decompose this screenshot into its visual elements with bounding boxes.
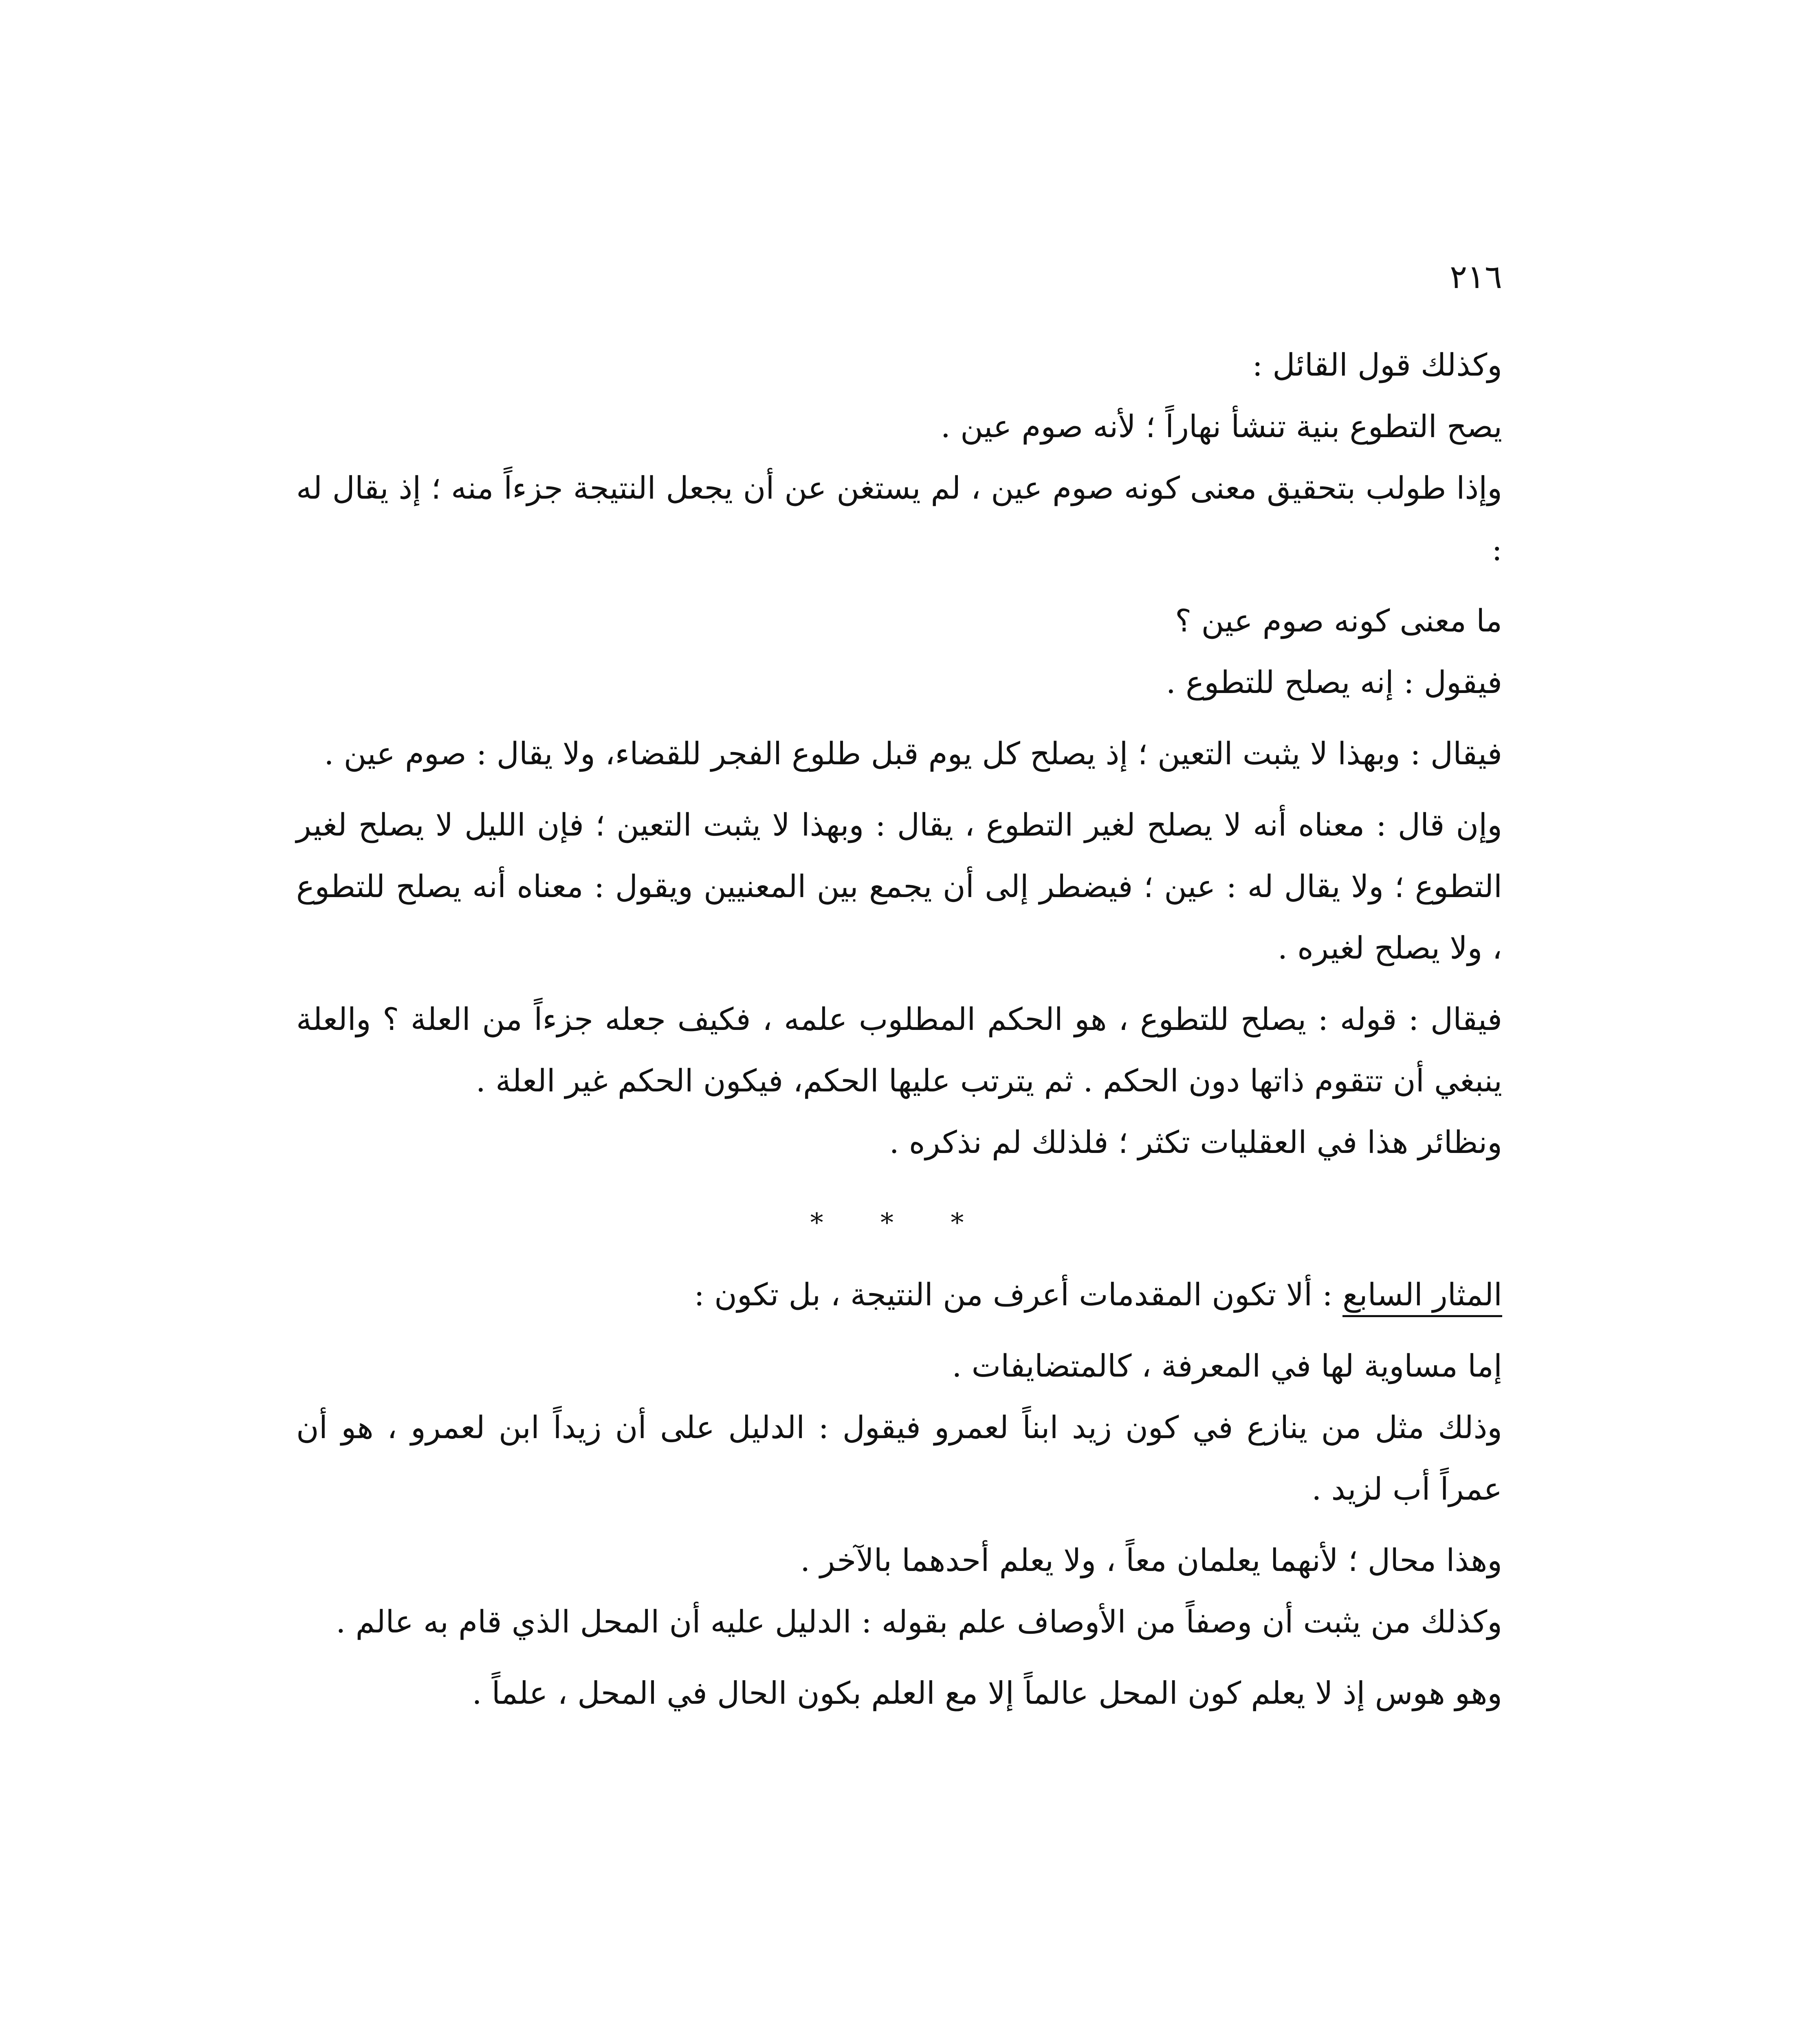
section-heading-line <box>296 1264 1502 1325</box>
paragraph: فيقال : وبهذا لا يثبت التعين ؛ إذ يصلح كل يوم قبل طلوع الفجر للقضاء، ولا يقال : صوم عين . <box>324 735 1502 772</box>
page-number: ٢١٦ <box>1450 258 1502 296</box>
paragraph: وإذا طولب بتحقيق معنى كونه صوم عين ، لم يستغن عن أن يجعل النتيجة جزءاً منه ؛ إذ يقال له : <box>296 470 1502 568</box>
paragraph: إما مساوية لها في المعرفة ، كالمتضايفات . <box>952 1348 1502 1384</box>
paragraph: وإن قال : معناه أنه لا يصلح لغير التطوع ، يقال : وبهذا لا يثبت التعين ؛ فإن الليل لا يصلح لغير التطوع ؛ ولا يقال له : عين ؛ فيضطر إلى أن يجمع بين المعنيين ويقول : معناه أنه يصلح للتطوع ، ولا يصلح لغيره . <box>296 807 1502 966</box>
paragraph: ونظائر هذا في العقليات تكثر ؛ فلذلك لم نذكره . <box>889 1124 1502 1160</box>
main-text <box>296 334 1502 1724</box>
section-heading: المثار السابع <box>1342 1276 1502 1313</box>
paragraph: وذلك مثل من ينازع في كون زيد ابناً لعمرو فيقول : الدليل على أن زيداً ابن لعمرو ، هو أن عمراً أب لزيد . <box>296 1409 1503 1507</box>
paragraph: وهذا محال ؛ لأنهما يعلمان معاً ، ولا يعلم أحدهما بالآخر . <box>800 1542 1502 1578</box>
paragraph: فيقول : إنه يصلح للتطوع . <box>1166 664 1502 700</box>
paragraph: وكذلك من يثبت أن وصفاً من الأوصاف علم بقوله : الدليل عليه أن المحل الذي قام به عالم . <box>336 1604 1502 1640</box>
paragraph: وهو هوس إذ لا يعلم كون المحل عالماً إلا مع العلم بكون الحال في المحل ، علماً . <box>472 1675 1502 1711</box>
paragraph: ما معنى كونه صوم عين ؟ <box>1175 603 1502 639</box>
paragraph: يصح التطوع بنية تنشأ نهاراً ؛ لأنه صوم عين . <box>940 408 1502 444</box>
section-heading-rest: : ألا تكون المقدمات أعرف من النتيجة ، بل تكون : <box>694 1276 1342 1313</box>
paragraph: وكذلك قول القائل : <box>1252 347 1502 383</box>
section-separator: * * * <box>810 1208 988 1238</box>
paragraph: فيقال : قوله : يصلح للتطوع ، هو الحكم المطلوب علمه ، فكيف جعله جزءاً من العلة ؟ والعلة ينبغي أن تتقوم ذاتها دون الحكم . ثم يترتب عليها الحكم، فيكون الحكم غير العلة . <box>296 1001 1502 1099</box>
